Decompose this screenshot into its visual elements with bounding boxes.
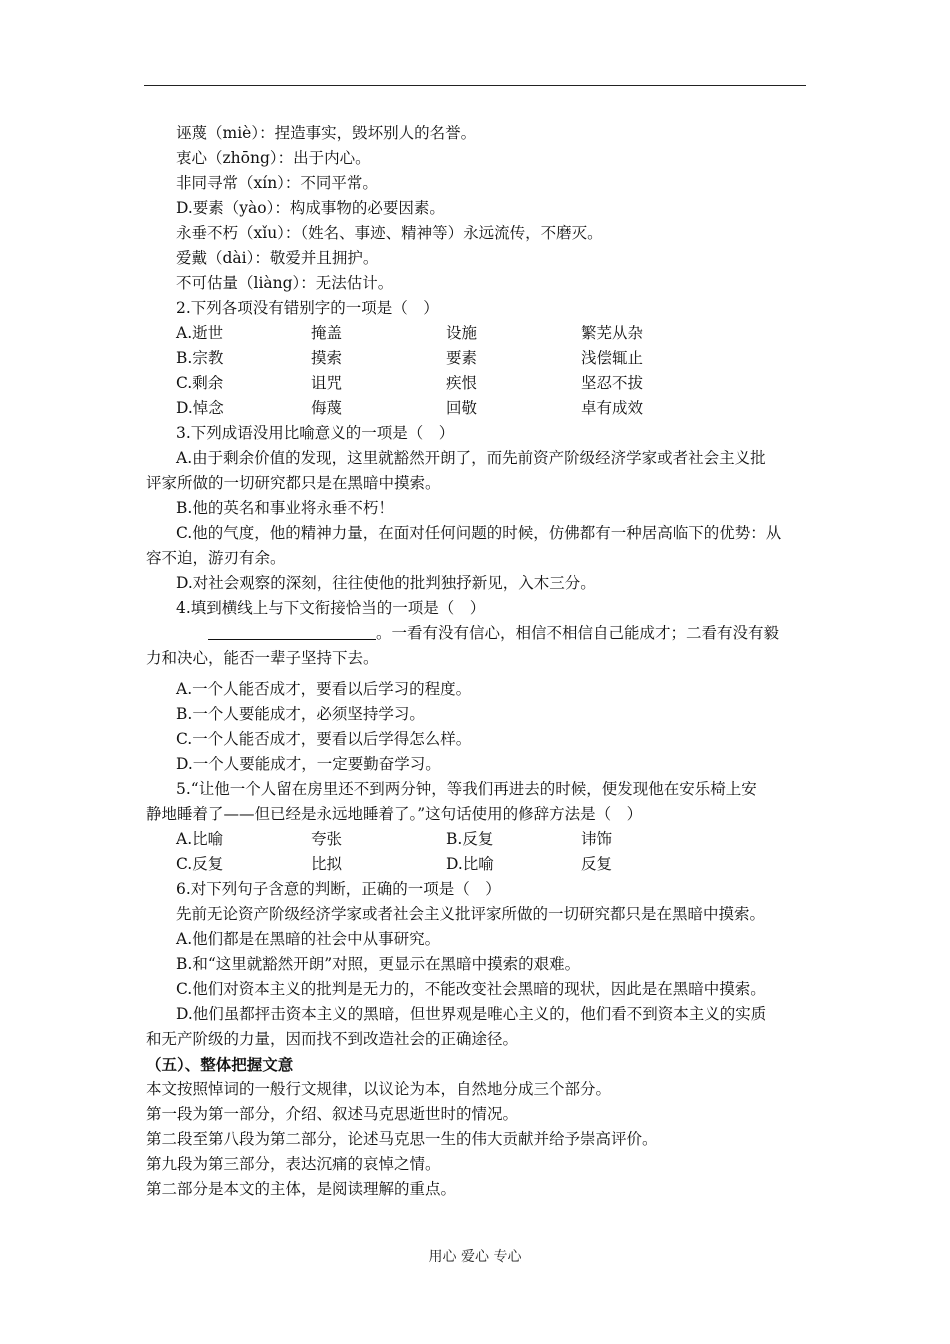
option-cell: 夸张 [311,830,343,848]
question-3-option-a: A.由于剩余价值的发现，这里就豁然开朗了，而先前资产阶级经济学家或者社会主义批 [176,449,766,467]
question-6-option-d: D.他们虽都抨击资本主义的黑暗，但世界观是唯心主义的，他们看不到资本主义的实质 [176,1005,767,1023]
question-2-option-row [146,346,808,371]
glossary-item: 不可估量（liàng）：无法估计。 [176,274,394,292]
option-cell: 诅咒 [311,374,343,392]
question-4-stem: 4.填到横线上与下文衔接恰当的一项是（ ） [176,599,486,617]
option-cell: 疾恨 [446,374,478,392]
question-5-option-row [146,852,808,877]
option-cell: D.比喻 [446,855,494,873]
header-rule [144,85,806,86]
option-cell: 卓有成效 [581,399,644,417]
option-cell: 浅偿辄止 [581,349,644,367]
question-3-option-a-cont: 评家所做的一切研究都只是在黑暗中摸索。 [146,474,441,492]
glossary-item: 衷心（zhōng）：出于内心。 [176,149,371,167]
glossary-item: 非同寻常（xín）：不同平常。 [176,174,378,192]
option-cell: B.宗教 [176,349,224,367]
summary-paragraph: 第二段至第八段为第二部分，论述马克思一生的伟大贡献并给予崇高评价。 [146,1130,658,1148]
option-cell: 设施 [446,324,478,342]
question-2-option-row [146,321,808,346]
page-content [146,121,808,1202]
option-cell: 侮蔑 [311,399,343,417]
passage-text: 。一看有没有信心，相信不相信自己能成才；二看有没有毅 [376,624,780,642]
summary-paragraph: 第一段为第一部分，介绍、叙述马克思逝世时的情况。 [146,1105,519,1123]
fill-in-blank [208,623,376,640]
summary-paragraph: 第二部分是本文的主体，是阅读理解的重点。 [146,1180,457,1198]
question-4-option: C.一个人能否成才，要看以后学得怎么样。 [176,730,472,748]
option-cell: 掩盖 [311,324,343,342]
option-cell: A.比喻 [176,830,224,848]
question-3-option-c: C.他的气度，他的精神力量，在面对任何问题的时候，仿佛都有一种居高临下的优势：从 [176,524,782,542]
question-6-stem: 6.对下列句子含意的判断，正确的一项是（ ） [176,880,501,898]
question-6-option-d-cont: 和无产阶级的力量，因而找不到改造社会的正确途径。 [146,1030,519,1048]
question-4-passage-cont: 力和决心，能否一辈子坚持下去。 [146,649,379,667]
glossary-item: 诬蔑（miè）：捏造事实，毁坏别人的名誉。 [176,124,477,142]
option-cell: 要素 [446,349,478,367]
section-heading: （五）、整体把握文意 [146,1055,294,1074]
glossary-item: 爱戴（dài）：敬爱并且拥护。 [176,249,379,267]
page-footer: 用心 爱心 专心 [428,1249,522,1265]
question-6-option-a: A.他们都是在黑暗的社会中从事研究。 [176,930,441,948]
option-cell: C.剩余 [176,374,224,392]
question-3-option-d: D.对社会观察的深刻，往往使他的批判独抒新见，入木三分。 [176,574,596,592]
option-cell: B.反复 [446,830,494,848]
option-cell: A.逝世 [176,324,224,342]
glossary-item: D.要素（yào）：构成事物的必要因素。 [176,199,445,217]
option-cell: 比拟 [311,855,343,873]
option-cell: 繁芜从杂 [581,324,644,342]
question-2-option-row [146,371,808,396]
option-cell: 回敬 [446,399,478,417]
glossary-item: 永垂不朽（xǐu）：（姓名、事迹、精神等）永远流传，不磨灭。 [176,224,603,242]
option-cell: 摸索 [311,349,343,367]
summary-paragraph: 第九段为第三部分，表达沉痛的哀悼之情。 [146,1155,441,1173]
question-2-option-row [146,396,808,421]
question-3-option-c-cont: 容不迫，游刃有余。 [146,549,286,567]
option-cell: 坚忍不拔 [581,374,644,392]
question-4-passage [146,621,808,646]
question-4-option: A.一个人能否成才，要看以后学习的程度。 [176,680,472,698]
question-6-option-c: C.他们对资本主义的批判是无力的，不能改变社会黑暗的现状，因此是在黑暗中摸索。 [176,980,766,998]
option-cell: 讳饰 [581,830,613,848]
question-5-stem: 5.“让他一个人留在房里还不到两分钟，等我们再进去的时候，便发现他在安乐椅上安 [176,780,757,798]
question-4-option: B.一个人要能成才，必须坚持学习。 [176,705,425,723]
question-3-option-b: B.他的英名和事业将永垂不朽！ [176,499,394,517]
question-2-stem: 2.下列各项没有错别字的一项是（ ） [176,299,439,317]
option-cell: C.反复 [176,855,224,873]
question-3-stem: 3.下列成语没用比喻意义的一项是（ ） [176,424,455,442]
summary-paragraph: 本文按照悼词的一般行文规律，以议论为本，自然地分成三个部分。 [146,1080,612,1098]
question-5-option-row [146,827,808,852]
option-cell: 反复 [581,855,613,873]
question-5-stem-cont: 静地睡着了——但已经是永远地睡着了。”这句话使用的修辞方法是（ ） [146,805,643,823]
question-6-quote: 先前无论资产阶级经济学家或者社会主义批评家所做的一切研究都只是在黑暗中摸索。 [176,905,766,923]
question-4-option: D.一个人要能成才，一定要勤奋学习。 [176,755,441,773]
question-6-option-b: B.和“这里就豁然开朗”对照，更显示在黑暗中摸索的艰难。 [176,955,581,973]
option-cell: D.悼念 [176,399,224,417]
